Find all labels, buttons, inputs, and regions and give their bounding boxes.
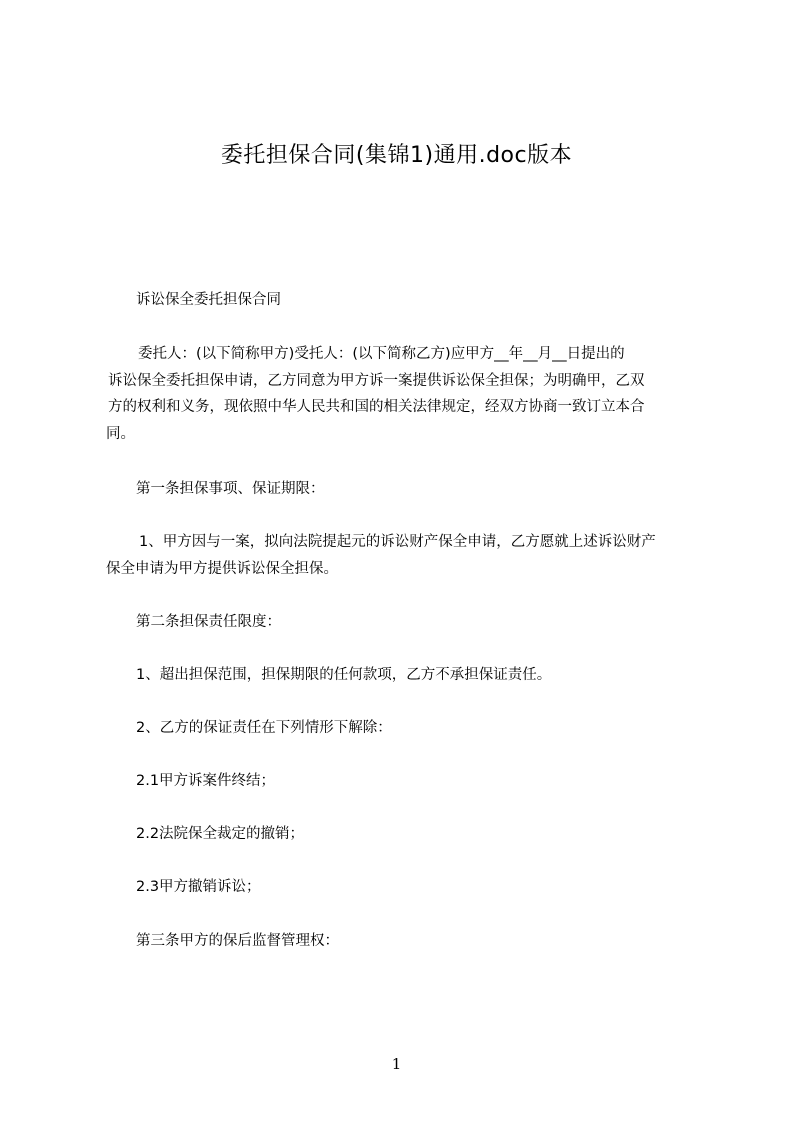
article-3-title: 第三条甲方的保后监督管理权： [136, 933, 339, 949]
article-2-title: 第二条担保责任限度： [136, 614, 281, 630]
intro-line: 方的权利和义务，现依照中华人民共和国的相关法律规定，经双方协商一致订立本合 [108, 399, 645, 415]
article-1-item-1 [106, 529, 711, 582]
article-1-title: 第一条担保事项、保证期限： [136, 481, 325, 497]
article-2-item-1: 1、超出担保范围，担保期限的任何款项，乙方不承担保证责任。 [136, 667, 552, 683]
article-2-item-2-2: 2.2法院保全裁定的撤销； [136, 826, 305, 842]
article-1-item-1-line: 保全申请为甲方提供诉讼保全担保。 [106, 560, 338, 577]
article-2-item-2-1: 2.1甲方诉案件终结； [136, 773, 276, 789]
page-number: 1 [391, 1055, 402, 1073]
contract-heading: 诉讼保全委托担保合同 [136, 292, 281, 308]
intro-paragraph [106, 341, 711, 447]
article-2-item-2: 2、乙方的保证责任在下列情形下解除： [136, 720, 392, 736]
article-2-item-2-3: 2.3甲方撤销诉讼； [136, 879, 261, 895]
intro-line: 同。 [106, 425, 135, 442]
document-title: 委托担保合同(集锦1)通用.doc版本 [220, 143, 573, 168]
intro-line: 诉讼保全委托担保申请，乙方同意为甲方诉一案提供诉讼保全担保；为明确甲，乙双 [108, 372, 645, 389]
article-1-item-1-line: 1、甲方因与一案，拟向法院提起元的诉讼财产保全申请，乙方愿就上述诉讼财产 [139, 534, 656, 550]
intro-line: 委托人：(以下简称甲方)受托人：(以下简称乙方)应甲方__年__月__日提出的 [138, 346, 625, 362]
